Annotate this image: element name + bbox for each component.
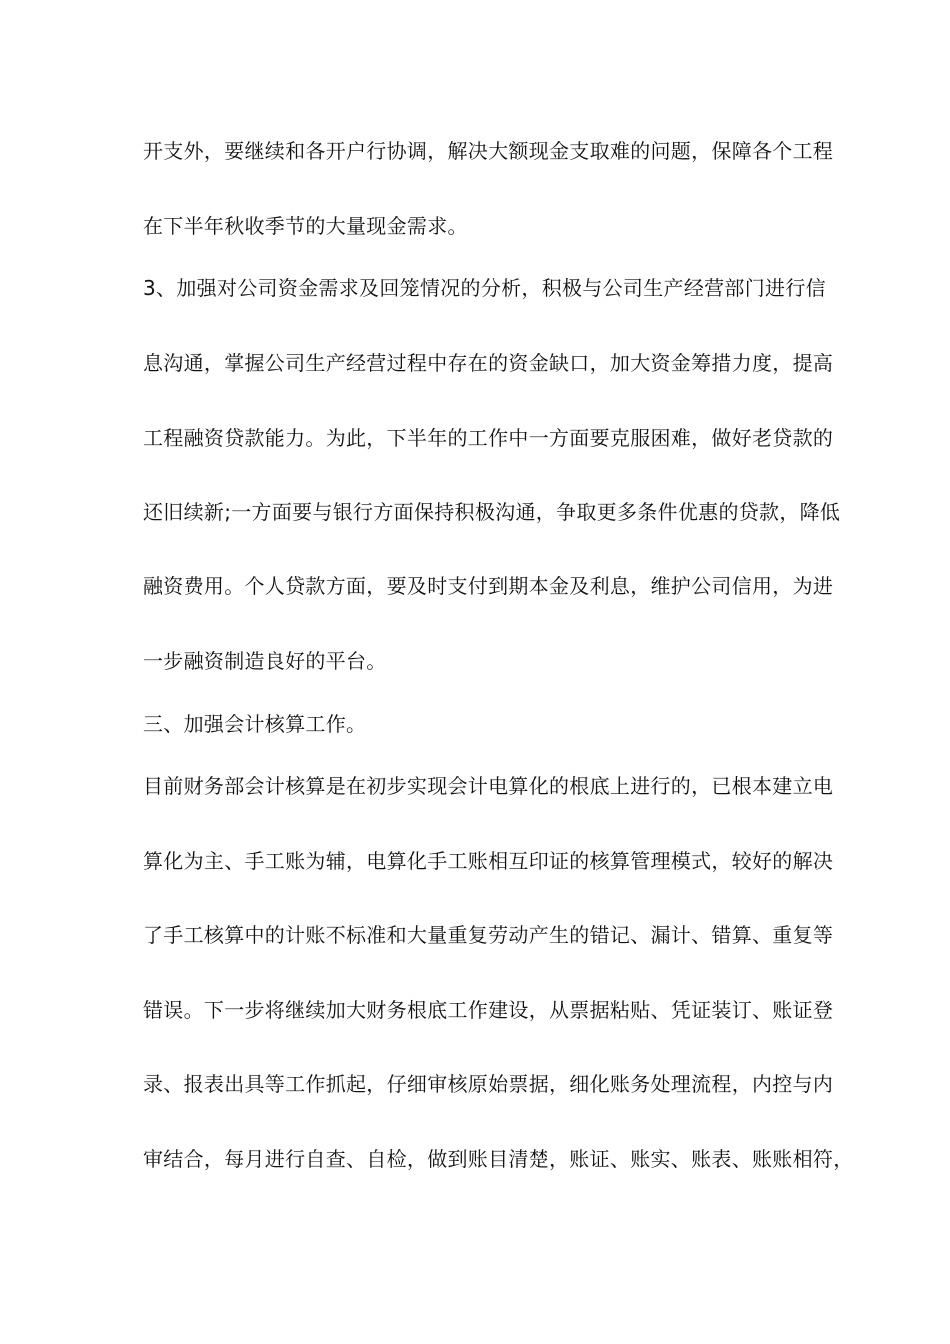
text-line: 息沟通，掌握公司生产经营过程中存在的资金缺口，加大资金筹措力度，提高 <box>143 351 834 375</box>
text-line: 还旧续新;一方面要与银行方面保持积极沟通，争取更多条件优惠的贷款，降低 <box>143 500 841 524</box>
text-line: 开支外，要继续和各开户行协调，解决大额现金支取难的问题，保障各个工程 <box>143 139 834 163</box>
text-line: 录、报表出具等工作抓起，仔细审核原始票据，细化账务处理流程，内控与内 <box>143 1072 834 1096</box>
text-line: 在下半年秋收季节的大量现金需求。 <box>143 214 468 238</box>
text-line: 3、加强对公司资金需求及回笼情况的分析，积极与公司生产经营部门进行信 <box>143 276 826 300</box>
text-line: 审结合，每月进行自查、自检，做到账目清楚，账证、账实、账表、账账相符， <box>143 1147 854 1171</box>
section-heading: 三、加强会计核算工作。 <box>143 712 367 736</box>
text-line: 工程融资贷款能力。为此，下半年的工作中一方面要克服困难，做好老贷款的 <box>143 426 834 450</box>
text-line: 一步融资制造良好的平台。 <box>143 649 387 673</box>
text-line: 错误。下一步将继续加大财务根底工作建设，从票据粘贴、凭证装订、账证登 <box>143 998 834 1022</box>
text-line: 融资费用。个人贷款方面，要及时支付到期本金及利息，维护公司信用，为进 <box>143 574 834 598</box>
text-line: 算化为主、手工账为辅，电算化手工账相互印证的核算管理模式，较好的解决 <box>143 849 834 873</box>
text-line: 了手工核算中的计账不标准和大量重复劳动产生的错记、漏计、错算、重复等 <box>143 923 834 947</box>
text-line: 目前财务部会计核算是在初步实现会计电算化的根底上进行的，已根本建立电 <box>143 774 834 798</box>
